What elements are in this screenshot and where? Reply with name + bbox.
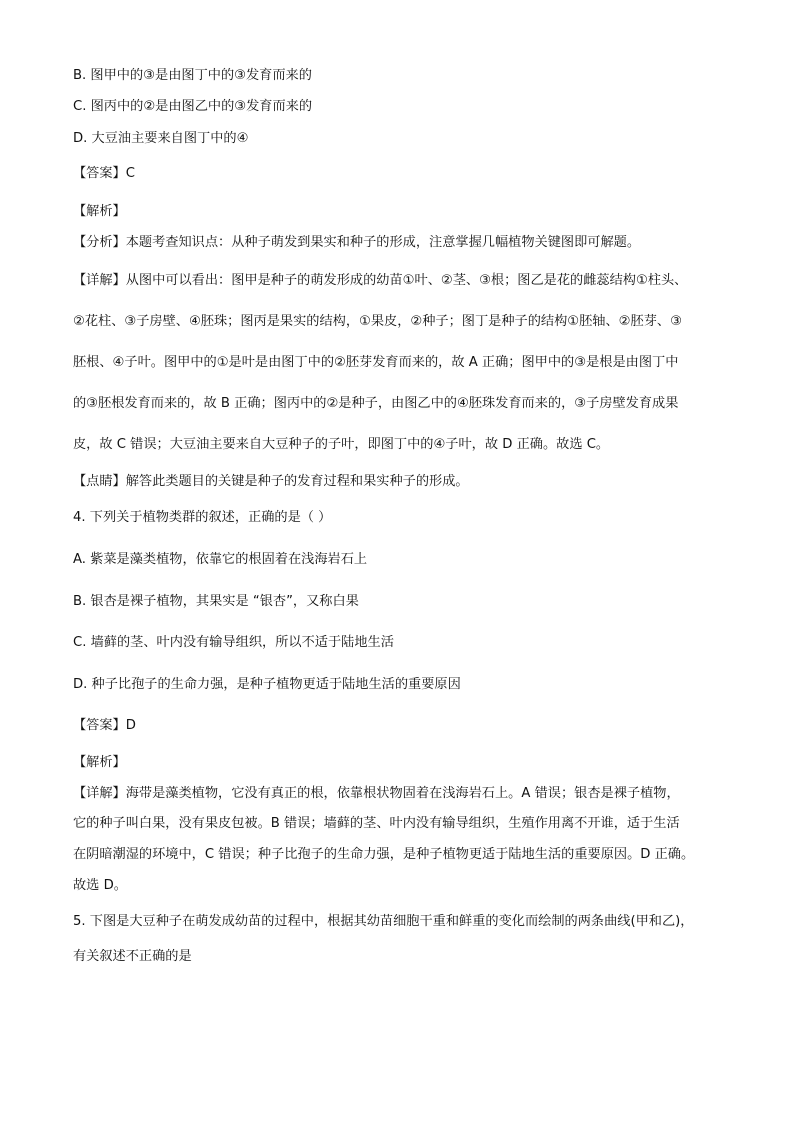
- analysis-summary-q3: 【分析】本题考查知识点：从种子萌发到果实和种子的形成，注意掌握几幅植物关键图即可解题。: [73, 235, 641, 250]
- detail-line-3-q4: 在阴暗潮湿的环境中，C 错误；种子比孢子的生命力强，是种子植物更适于陆地生活的重要原因。D 正确。: [73, 847, 695, 862]
- option-d-q3: D. 大豆油主要来自图丁中的④: [73, 131, 249, 146]
- option-a-q4: A. 紫菜是藻类植物，依靠它的根固着在浅海岩石上: [73, 552, 368, 567]
- detail-line-1-q3: 【详解】从图中可以看出：图甲是种子的萌发形成的幼苗①叶、②茎、③根；图乙是花的雌蕊结构①柱头、: [73, 273, 688, 288]
- detail-line-1-q4: 【详解】海带是藻类植物，它没有真正的根，依靠根状物固着在浅海岩石上。A 错误；银杏是裸子植物，: [73, 786, 680, 801]
- option-d-q4: D. 种子比孢子的生命力强，是种子植物更适于陆地生活的重要原因: [73, 677, 461, 692]
- detail-line-4-q4: 故选 D。: [73, 878, 127, 893]
- question-5-stem-line-1: 5. 下图是大豆种子在萌发成幼苗的过程中，根据其幼苗细胞干重和鲜重的变化而绘制的两条曲线(甲和乙)，: [73, 914, 694, 929]
- detail-line-5-q3: 皮，故 C 错误；大豆油主要来自大豆种子的子叶，即图丁中的④子叶，故 D 正确。故选 C。: [73, 437, 610, 452]
- detail-line-4-q3: 的③胚根发育而来的，故 B 正确；图丙中的②是种子，由图乙中的④胚珠发育而来的，③子房壁发育成果: [73, 396, 679, 411]
- option-b-q4: B. 银杏是裸子植物，其果实是 “银杏”，又称白果: [73, 594, 359, 609]
- question-5-stem-line-2: 有关叙述不正确的是: [73, 949, 192, 964]
- question-4-stem: 4. 下列关于植物类群的叙述，正确的是（ ）: [73, 510, 332, 525]
- answer-q3: 【答案】C: [73, 166, 135, 181]
- detail-line-2-q3: ②花柱、③子房壁、④胚珠；图丙是果实的结构，①果皮，②种子；图丁是种子的结构①胚轴、②胚芽、③: [73, 314, 682, 329]
- analysis-heading-q3: 【解析】: [73, 204, 126, 219]
- detail-line-3-q3: 胚根、④子叶。图甲中的①是叶是由图丁中的②胚芽发育而来的，故 A 正确；图甲中的③是根是由图丁中: [73, 355, 679, 370]
- option-b-q3: B. 图甲中的③是由图丁中的③发育而来的: [73, 68, 312, 83]
- analysis-heading-q4: 【解析】: [73, 755, 126, 770]
- option-c-q4: C. 墙藓的茎、叶内没有输导组织，所以不适于陆地生活: [73, 635, 394, 650]
- option-c-q3: C. 图丙中的②是由图乙中的③发育而来的: [73, 99, 313, 114]
- answer-q4: 【答案】D: [73, 718, 136, 733]
- key-point-q3: 【点睛】解答此类题目的关键是种子的发育过程和果实种子的形成。: [73, 474, 469, 489]
- detail-line-2-q4: 它的种子叫白果，没有果皮包被。B 错误；墙藓的茎、叶内没有输导组织，生殖作用离不开谁，适于生活: [73, 816, 680, 831]
